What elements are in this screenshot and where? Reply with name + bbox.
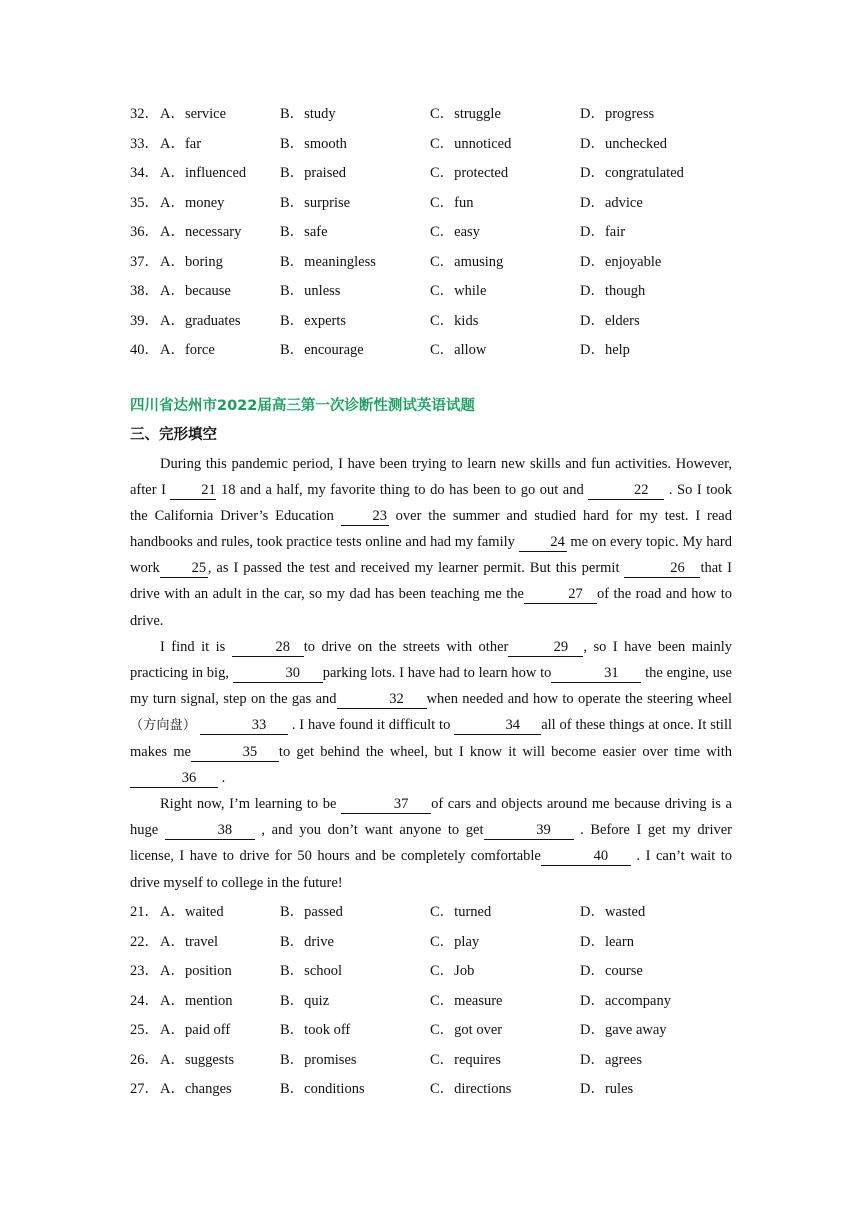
passage-text: , as I passed the test and received my learner permit. But this permit bbox=[207, 560, 625, 577]
blank-30: 30 bbox=[233, 664, 323, 683]
option-a: A．because bbox=[160, 283, 231, 299]
option-a: A．force bbox=[160, 342, 215, 358]
option-a: A．influenced bbox=[160, 165, 247, 181]
passage-text: of the road and how to drive. bbox=[130, 586, 732, 629]
option-c: C．play bbox=[430, 933, 480, 950]
question-number: 34． bbox=[130, 165, 159, 181]
option-b: B．passed bbox=[280, 904, 343, 920]
question-number: 32． bbox=[130, 106, 159, 122]
option-d: D．gave away bbox=[580, 1022, 667, 1038]
blank-36: 36 bbox=[130, 769, 218, 788]
option-d: D．wasted bbox=[580, 904, 646, 920]
blank-32: 32 bbox=[337, 690, 427, 709]
passage-text: me on every topic. My hard work bbox=[130, 534, 732, 577]
option-d: D．progress bbox=[580, 106, 655, 122]
blank-37: 37 bbox=[341, 795, 431, 814]
blank-25: 25 bbox=[160, 559, 208, 578]
passage-text: During this pandemic period, I have been trying to learn new skills and fun activities. However, after I bbox=[130, 456, 732, 499]
option-a: A．money bbox=[160, 194, 225, 211]
option-b: B．safe bbox=[280, 224, 328, 240]
option-c: C．easy bbox=[430, 224, 480, 240]
cloze-passage bbox=[130, 451, 732, 896]
option-c: C．allow bbox=[430, 342, 487, 358]
option-a: A．travel bbox=[160, 933, 218, 950]
passage-text: the engine, use my turn signal, step on the gas and bbox=[130, 664, 732, 707]
option-b: B．promises bbox=[280, 1051, 357, 1068]
option-c: C．amusing bbox=[430, 253, 504, 270]
passage-text: to drive on the streets with other bbox=[303, 638, 509, 655]
question-number: 27． bbox=[130, 1081, 159, 1097]
option-b: B．unless bbox=[280, 283, 341, 299]
passage-text: 18 and a half, my favorite thing to do has been to go out and bbox=[216, 482, 589, 499]
option-c: C．got over bbox=[430, 1022, 503, 1038]
question-number: 33． bbox=[130, 135, 159, 152]
question-number: 23． bbox=[130, 963, 159, 979]
option-b: B．took off bbox=[280, 1022, 351, 1038]
passage-text: to get behind the wheel, but I know it will become easier over time with bbox=[278, 744, 732, 761]
passage-text: . I have found it difficult to bbox=[287, 716, 455, 733]
passage-text: , so I have been mainly practicing in big, bbox=[130, 638, 732, 681]
option-d: D．help bbox=[580, 342, 630, 358]
option-c: C．protected bbox=[430, 165, 509, 181]
option-c: C．fun bbox=[430, 194, 474, 211]
blank-24: 24 bbox=[519, 533, 567, 552]
option-c: C．turned bbox=[430, 904, 492, 920]
passage-text: over the summer and studied hard for my test. I read handbooks and rules, took practice tests online and had my family bbox=[130, 508, 732, 551]
blank-35: 35 bbox=[191, 743, 279, 762]
question-number: 36． bbox=[130, 224, 159, 240]
passage-text: parking lots. I have had to learn how to bbox=[322, 664, 552, 681]
option-b: B．school bbox=[280, 963, 343, 979]
question-number: 25． bbox=[130, 1022, 159, 1038]
blank-39: 39 bbox=[484, 821, 574, 840]
option-d: D．enjoyable bbox=[580, 253, 662, 270]
exam-source-title: 四川省达州市2022届高三第一次诊断性测试英语试题 bbox=[130, 398, 475, 414]
option-c: C．requires bbox=[430, 1051, 501, 1068]
option-d: D．congratulated bbox=[580, 165, 684, 181]
option-a: A．waited bbox=[160, 904, 224, 920]
option-b: B．surprise bbox=[280, 194, 351, 211]
section-title: 三、完形填空 bbox=[130, 427, 217, 443]
option-a: A．changes bbox=[160, 1081, 232, 1097]
option-c: C．struggle bbox=[430, 106, 501, 122]
blank-21: 21 bbox=[170, 481, 216, 500]
option-a: A．graduates bbox=[160, 312, 241, 329]
option-d: D．elders bbox=[580, 312, 640, 329]
option-d: D．learn bbox=[580, 933, 634, 950]
option-b: B．smooth bbox=[280, 135, 347, 152]
passage-text: . Before I get my driver license, I have to drive for 50 hours and be completely comfortable bbox=[130, 822, 732, 865]
option-a: A．service bbox=[160, 106, 227, 122]
question-number: 22． bbox=[130, 933, 159, 950]
blank-34: 34 bbox=[454, 716, 541, 735]
passage-text: Right now, I’m learning to be bbox=[160, 796, 342, 813]
option-d: D．fair bbox=[580, 224, 626, 240]
option-d: D．accompany bbox=[580, 992, 671, 1009]
blank-31: 31 bbox=[551, 664, 641, 683]
option-a: A．paid off bbox=[160, 1022, 231, 1038]
passage-text: that I drive with an adult in the car, so my dad has been teaching me the bbox=[130, 560, 732, 603]
blank-27: 27 bbox=[524, 585, 597, 604]
option-c: C．directions bbox=[430, 1081, 512, 1097]
passage-text: . I can’t wait to drive myself to college in the future! bbox=[130, 848, 732, 891]
blank-28: 28 bbox=[232, 638, 304, 657]
option-a: A．boring bbox=[160, 253, 223, 270]
passage-text: I find it is bbox=[160, 638, 232, 655]
option-b: B．quiz bbox=[280, 992, 330, 1009]
blank-33: 33 bbox=[200, 716, 288, 735]
blank-40: 40 bbox=[541, 847, 631, 866]
option-d: D．though bbox=[580, 283, 646, 299]
option-b: B．drive bbox=[280, 933, 334, 950]
blank-23: 23 bbox=[341, 507, 389, 526]
option-b: B．experts bbox=[280, 312, 347, 329]
blank-22: 22 bbox=[588, 481, 664, 500]
option-a: A．necessary bbox=[160, 224, 242, 240]
option-a: A．position bbox=[160, 963, 232, 979]
question-number: 21． bbox=[130, 904, 159, 920]
option-a: A．mention bbox=[160, 992, 233, 1009]
option-d: D．agrees bbox=[580, 1051, 643, 1068]
option-c: C．while bbox=[430, 283, 487, 299]
option-a: A．suggests bbox=[160, 1051, 235, 1068]
question-number: 35． bbox=[130, 194, 159, 211]
option-b: B．conditions bbox=[280, 1081, 365, 1097]
option-b: B．meaningless bbox=[280, 253, 376, 270]
blank-29: 29 bbox=[508, 638, 583, 657]
option-c: C．measure bbox=[430, 992, 503, 1009]
passage-text: of cars and objects around me because driving is a huge bbox=[130, 796, 732, 839]
question-number: 24． bbox=[130, 992, 159, 1009]
passage-text: all of these things at once. It still makes me bbox=[130, 716, 733, 761]
option-b: B．praised bbox=[280, 165, 347, 181]
passage-paragraph-1 bbox=[130, 451, 732, 634]
passage-paragraph-2 bbox=[130, 634, 732, 792]
option-a: A．far bbox=[160, 135, 202, 152]
option-b: B．study bbox=[280, 106, 336, 122]
question-number: 40． bbox=[130, 342, 159, 358]
option-b: B．encourage bbox=[280, 342, 364, 358]
question-number: 26． bbox=[130, 1051, 159, 1068]
blank-26: 26 bbox=[624, 559, 700, 578]
passage-text: . bbox=[218, 770, 226, 787]
passage-text: , and you don’t want anyone to get bbox=[254, 822, 484, 839]
passage-text: . So I took the California Driver’s Education bbox=[130, 482, 733, 525]
option-d: D．rules bbox=[580, 1081, 634, 1097]
blank-38: 38 bbox=[165, 821, 255, 840]
option-d: D．advice bbox=[580, 194, 643, 211]
question-number: 39． bbox=[130, 312, 159, 329]
option-c: C．unnoticed bbox=[430, 135, 512, 152]
passage-text: when needed and how to operate the steering wheel bbox=[426, 690, 732, 707]
option-d: D．course bbox=[580, 963, 643, 979]
question-number: 37． bbox=[130, 253, 159, 270]
option-d: D．unchecked bbox=[580, 135, 667, 152]
option-c: C．Job bbox=[430, 963, 475, 979]
chinese-gloss: （方向盘） bbox=[130, 717, 197, 733]
passage-paragraph-3 bbox=[130, 791, 732, 895]
question-number: 38． bbox=[130, 283, 159, 299]
option-c: C．kids bbox=[430, 312, 479, 329]
